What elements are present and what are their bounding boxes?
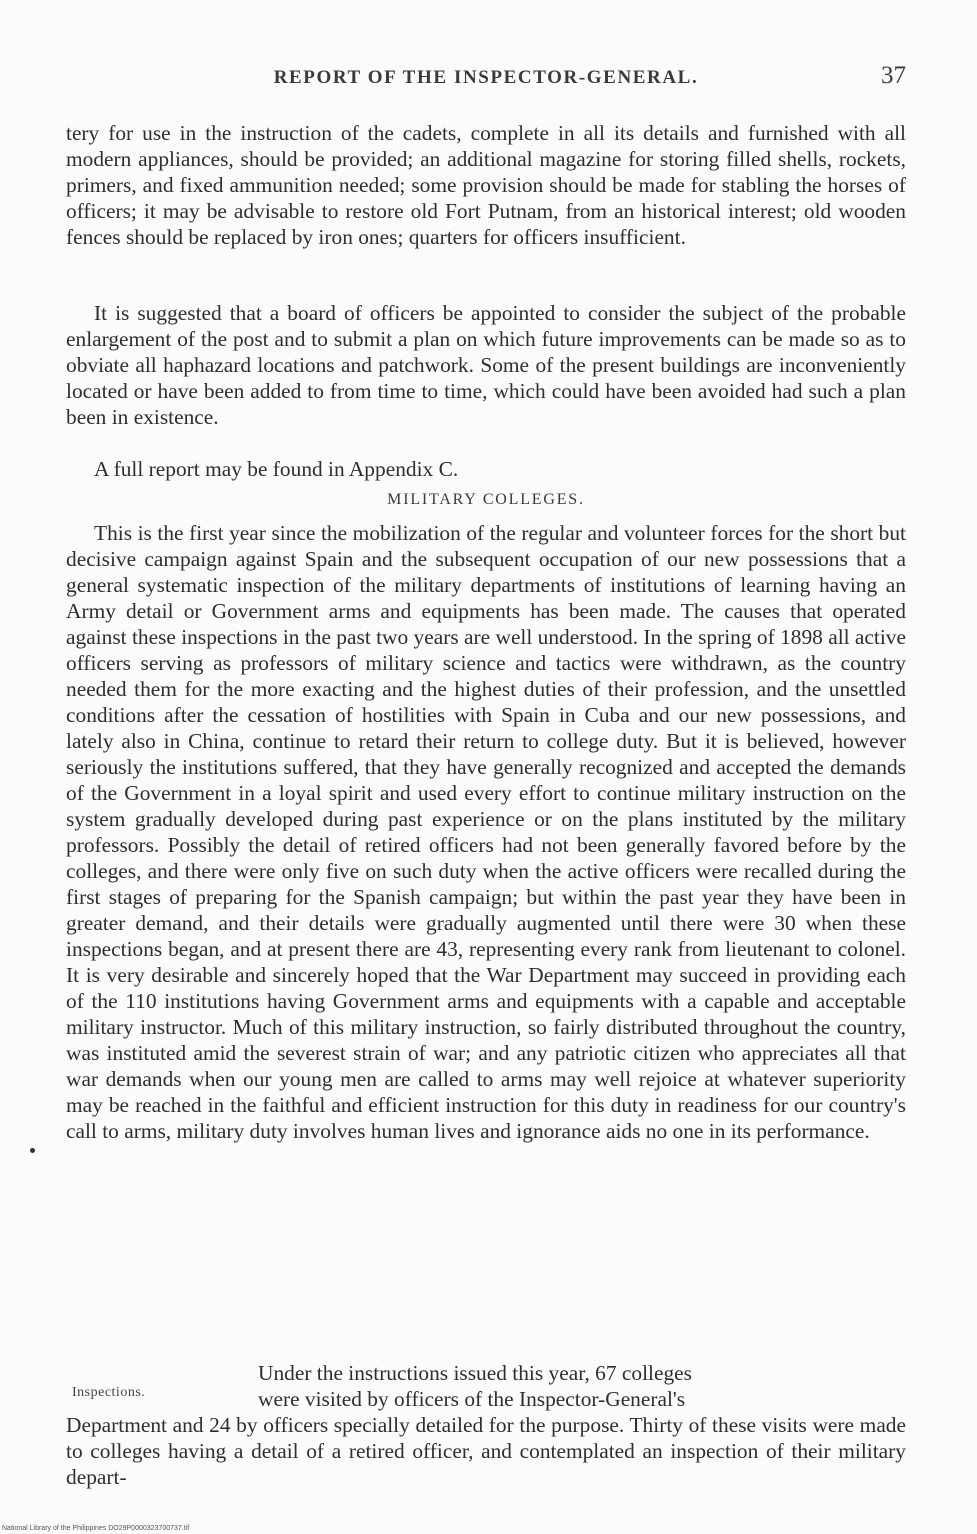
footer-credit: National Library of the Philippines DO29P0000323700737.tif — [2, 1525, 190, 1532]
paragraph-military-colleges: This is the first year since the mobilization of the regular and volunteer forces for the short but decisive campaign against Spain and the subsequent occupation of our new possessions that a general systematic inspection of the military departments of institutions of learning having an Army detail or Government arms and equipments has been made. The causes that operated against these inspections in the past two years are well understood. In the spring of 1898 all active officers serving as professors of military science and tactics were withdrawn, as the country needed them for the more exacting and the highest duties of their profession, and the unsettled conditions after the cessation of hostilities with Spain in Cuba and our new possessions, and lately also in China, continue to retard their return to college duty. But it is believed, however seriously the institutions suffered, that they have generally recognized and accepted the demands of the Government in a loyal spirit and used every effort to continue military instruction on the system gradually developed during past experience or on the plans instituted by the military professors. Possibly the detail of retired officers had not been generally favored before by the colleges, and there were only five on such duty when the active officers were recalled during the first stages of preparing for the Spanish campaign; but within the past year they have been in greater demand, and their details were gradually augmented until there were 30 when these inspections began, and at present there are 43, representing every rank from lieutenant to colonel. It is very desirable and sincerely hoped that the War Department may succeed in providing each of the 110 institutions having Government arms and equipments with a capable and acceptable military instructor. Much of this military instruction, so fairly distributed throughout the country, was instituted amid the severest strain of war; and any patriotic citizen who appreciates all that war demands when our young men are called to arms may well rejoice at whatever superiority may be reached in the faithful and efficient instruction for this duty in readiness for our country's call to arms, military duty involves human lives and ignorance aids no one in its performance. — [66, 521, 906, 1143]
page-number: 37 — [881, 62, 906, 89]
paragraph-inspections — [66, 1360, 906, 1490]
page-header — [66, 64, 906, 94]
paragraph-board-suggestion: It is suggested that a board of officers be appointed to consider the subject of the probable enlargement of the post and to submit a plan on which future improvements can be made so as to obviate all haphazard locations and patchwork. Some of the present buildings are inconveniently located or have been added to from time to time, which could have been avoided had such a plan been in existence. — [66, 301, 906, 429]
section-heading: MILITARY COLLEGES. — [387, 491, 585, 508]
paragraph-inspections-rest: Department and 24 by officers specially detailed for the purpose. Thirty of these visits were made to colleges having a detail of a retired officer, and contemplated an inspection of their military depart- — [66, 1413, 906, 1489]
paragraph-inspections-line-2: were visited by officers of the Inspector-General's — [258, 1387, 686, 1411]
ink-speck — [30, 1148, 35, 1153]
paragraph-continued: tery for use in the instruction of the cadets, complete in all its details and furnished with all modern appliances, should be provided; an additional magazine for storing filled shells, rockets, primers, and fixed ammunition needed; some provision should be made for stabling the horses of officers; it may be advisable to restore old Fort Putnam, from an historical interest; old wooden fences should be replaced by iron ones; quarters for officers insufficient. — [66, 121, 906, 249]
paragraph-appendix-reference: A full report may be found in Appendix C. — [94, 457, 459, 481]
running-head: REPORT OF THE INSPECTOR-GENERAL. — [273, 67, 699, 88]
paragraph-inspections-line-1: Under the instructions issued this year, 67 colleges — [258, 1361, 692, 1385]
margin-sidenote: Inspections. — [72, 1385, 146, 1400]
